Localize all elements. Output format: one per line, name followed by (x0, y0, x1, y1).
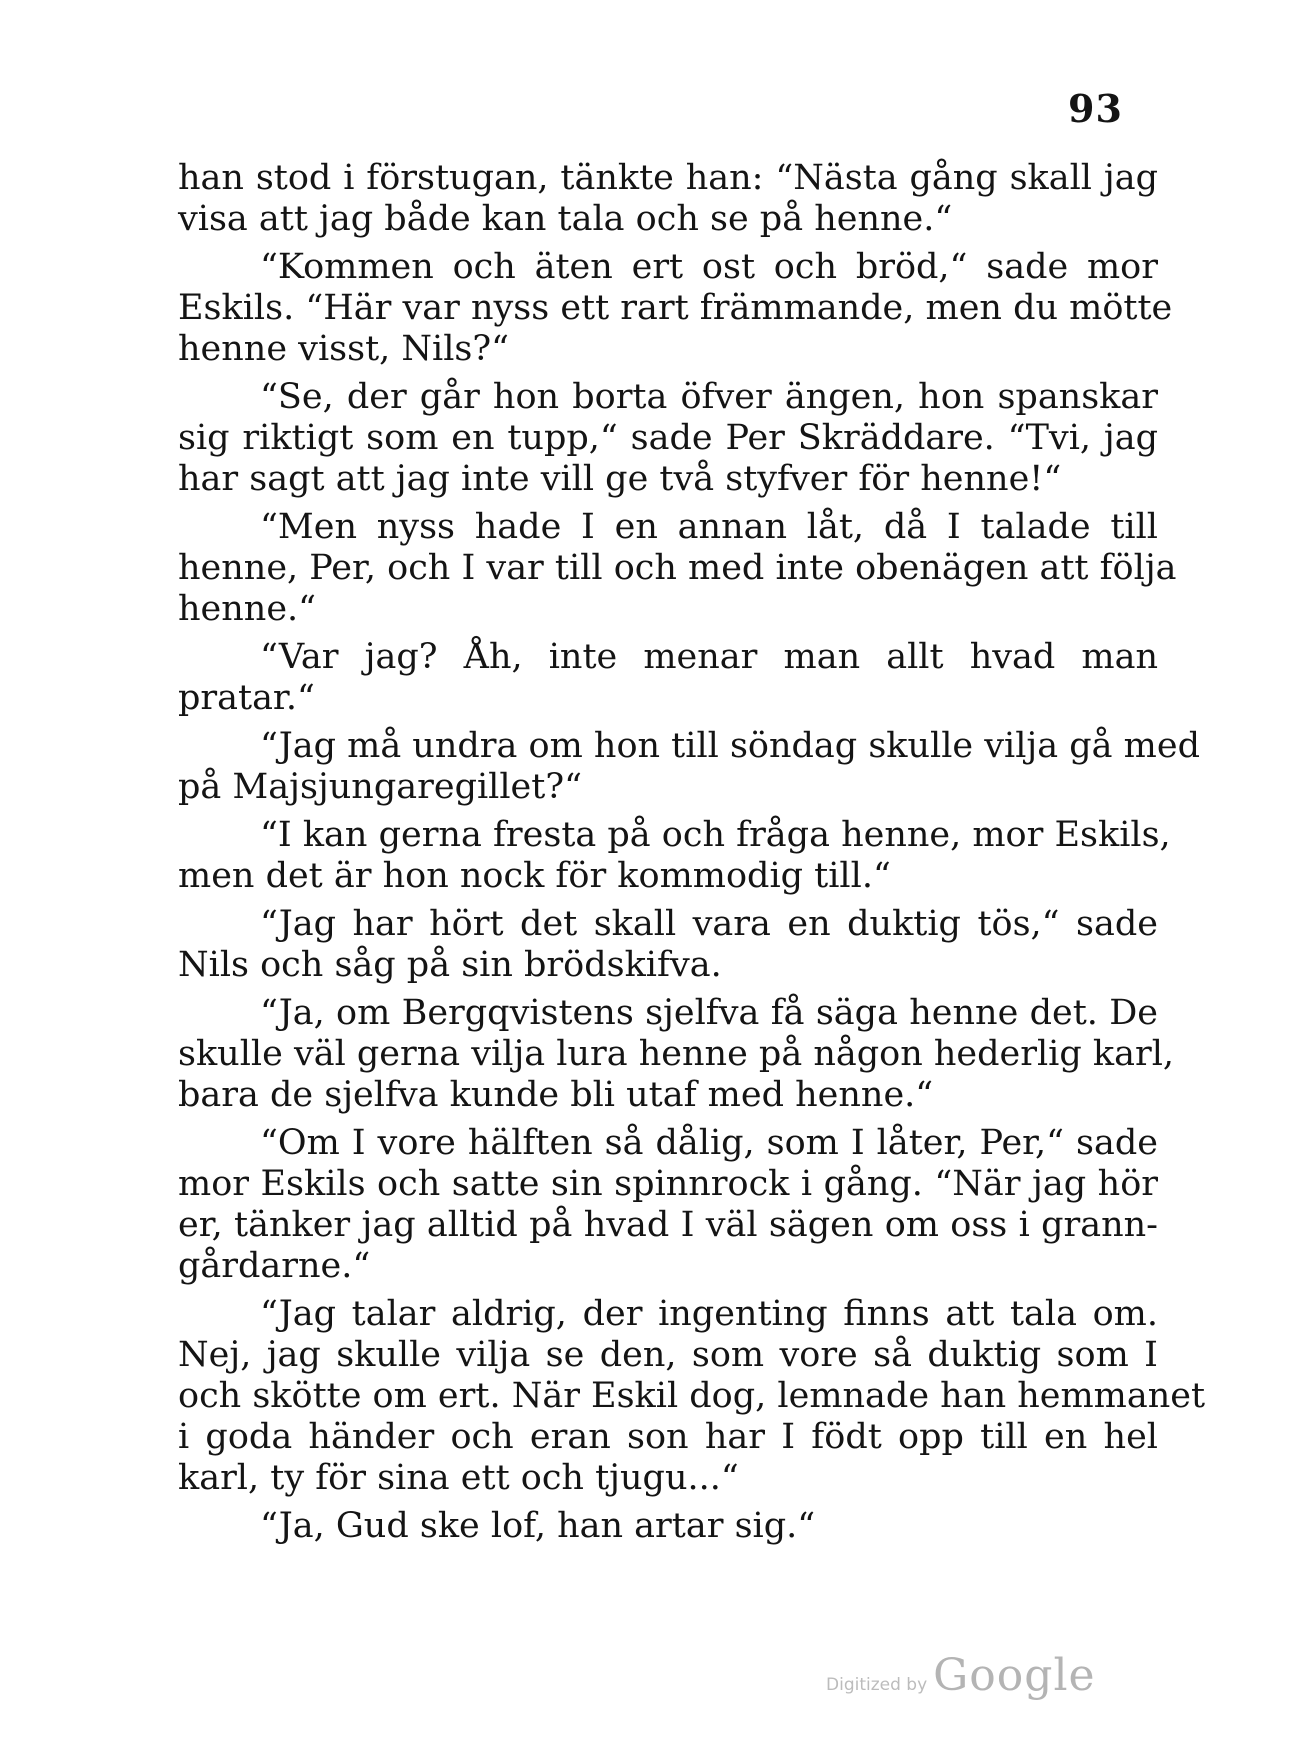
text-line: pratar.“ (178, 678, 315, 718)
watermark-prefix: Digitized by (826, 1675, 928, 1695)
text-line: “Om I vore hälften så dålig, som I låter, Per,“ sade (260, 1123, 1158, 1163)
text-line: mor Eskils och satte sin spinnrock i gång. “När jag hör (178, 1164, 1158, 1204)
text-line: skulle väl gerna vilja lura henne på någon hederlig karl, (178, 1034, 1175, 1074)
text-line: karl, ty för sina ett och tjugu...“ (178, 1458, 739, 1498)
text-line: sig riktigt som en tupp,“ sade Per Skräddare. “Tvi, jag (178, 418, 1158, 458)
text-line: “Ja, Gud ske lof, han artar sig.“ (260, 1506, 816, 1546)
text-line: “Jag har hört det skall vara en duktig tös,“ sade (260, 904, 1158, 944)
text-line: Nej, jag skulle vilja se den, som vore så duktig som I (178, 1335, 1158, 1375)
text-line: “Men nyss hade I en annan låt, då I talade till (260, 507, 1158, 547)
digitized-watermark (826, 1650, 1096, 1701)
text-line: bara de sjelfva kunde bli utaf med henne.“ (178, 1075, 934, 1115)
text-line: Eskils. “Här var nyss ett rart främmande, men du mötte (178, 288, 1173, 328)
text-line: har sagt att jag inte vill ge två styfver för henne!“ (178, 459, 1062, 499)
text-line: och skötte om ert. När Eskil dog, lemnade han hemmanet (178, 1376, 1206, 1416)
text-line: gårdarne.“ (178, 1246, 371, 1286)
text-line: er, tänker jag alltid på hvad I väl sägen om oss i grann- (178, 1205, 1158, 1245)
google-logo: Google (933, 1650, 1096, 1701)
text-line: “Jag talar aldrig, der ingenting finns att tala om. (260, 1294, 1158, 1334)
text-line: henne.“ (178, 589, 317, 629)
text-line: henne, Per, och I var till och med inte obenägen att följa (178, 548, 1177, 588)
text-line: “I kan gerna fresta på och fråga henne, mor Eskils, (260, 815, 1171, 855)
text-line: “Jag må undra om hon till söndag skulle vilja gå med (260, 726, 1200, 766)
text-line: “Var jag? Åh, inte menar man allt hvad man (260, 637, 1158, 677)
text-line: i goda händer och eran son har I födt opp till en hel (178, 1417, 1158, 1457)
text-line: visa att jag både kan tala och se på henne.“ (178, 199, 953, 239)
text-line: henne visst, Nils?“ (178, 329, 510, 369)
text-line: “Ja, om Bergqvistens sjelfva få säga henne det. De (260, 993, 1158, 1033)
text-line: men det är hon nock för kommodig till.“ (178, 856, 891, 896)
page-number: 93 (1068, 86, 1123, 131)
text-line: han stod i förstugan, tänkte han: “Nästa gång skall jag (178, 158, 1158, 198)
body-text (178, 158, 1206, 1547)
text-line: “Kommen och äten ert ost och bröd,“ sade mor (260, 247, 1158, 287)
text-line: “Se, der går hon borta öfver ängen, hon spanskar (260, 377, 1158, 417)
text-line: på Majsjungaregillet?“ (178, 767, 582, 807)
text-line: Nils och såg på sin brödskifva. (178, 945, 722, 985)
